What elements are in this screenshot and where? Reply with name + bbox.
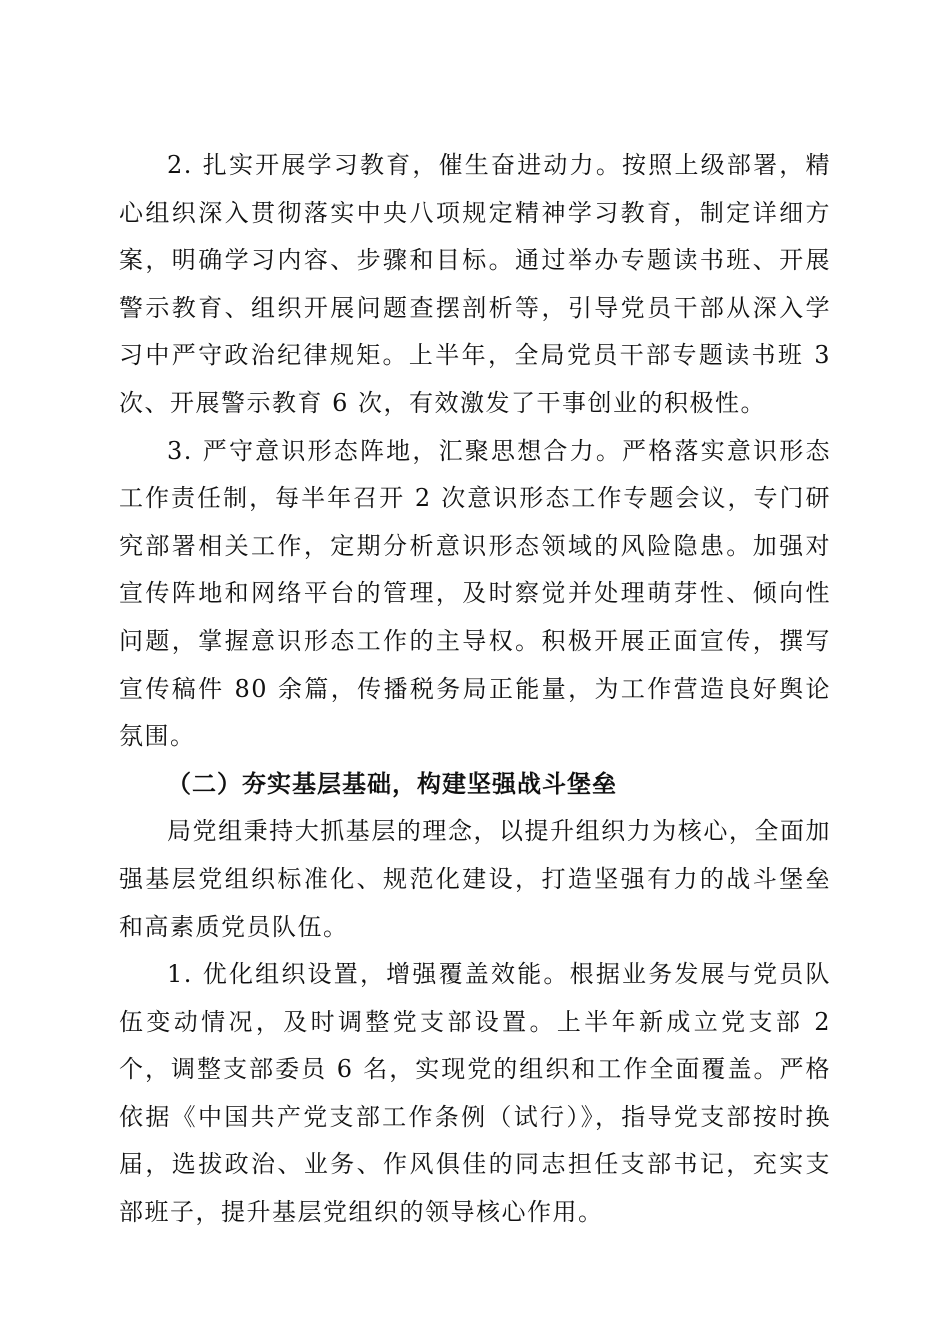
paragraph-organization-setup: 1. 优化组织设置，增强覆盖效能。根据业务发展与党员队伍变动情况，及时调整党支部设置。上半年新成立党支部 2 个，调整支部委员 6 名，实现党的组织和工作全面覆盖。严格依据《中国共产党支部工作条例（试行）》，指导党支部按时换届，选拔政治、业务、作风俱佳的同志担任支部书记，充实支部班子，提升基层党组织的领导核心作用。 (119, 960, 831, 1227)
paragraph-study-education: 2. 扎实开展学习教育，催生奋进动力。按照上级部署，精心组织深入贯彻落实中央八项规定精神学习教育，制定详细方案，明确学习内容、步骤和目标。通过举办专题读书班、开展警示教育、组织开展问题查摆剖析等，引导党员干部从深入学习中严守政治纪律规矩。上半年，全局党员干部专题读书班 3 次、开展警示教育 6 次，有效激发了干事创业的积极性。 (119, 151, 831, 417)
section-intro-paragraph: 局党组秉持大抓基层的理念，以提升组织力为核心，全面加强基层党组织标准化、规范化建设，打造坚强有力的战斗堡垒和高素质党员队伍。 (119, 817, 831, 941)
section-heading: （二）夯实基层基础，构建坚强战斗堡垒 (167, 769, 617, 798)
document-body (119, 142, 831, 1237)
paragraph-ideology: 3. 严守意识形态阵地，汇聚思想合力。严格落实意识形态工作责任制，每半年召开 2 次意识形态工作专题会议，专门研究部署相关工作，定期分析意识形态领域的风险隐患。加强对宣传阵地和网络平台的管理，及时察觉并处理萌芽性、倾向性问题，掌握意识形态工作的主导权。积极开展正面宣传，撰写宣传稿件 80 余篇，传播税务局正能量，为工作营造良好舆论氛围。 (119, 436, 831, 751)
